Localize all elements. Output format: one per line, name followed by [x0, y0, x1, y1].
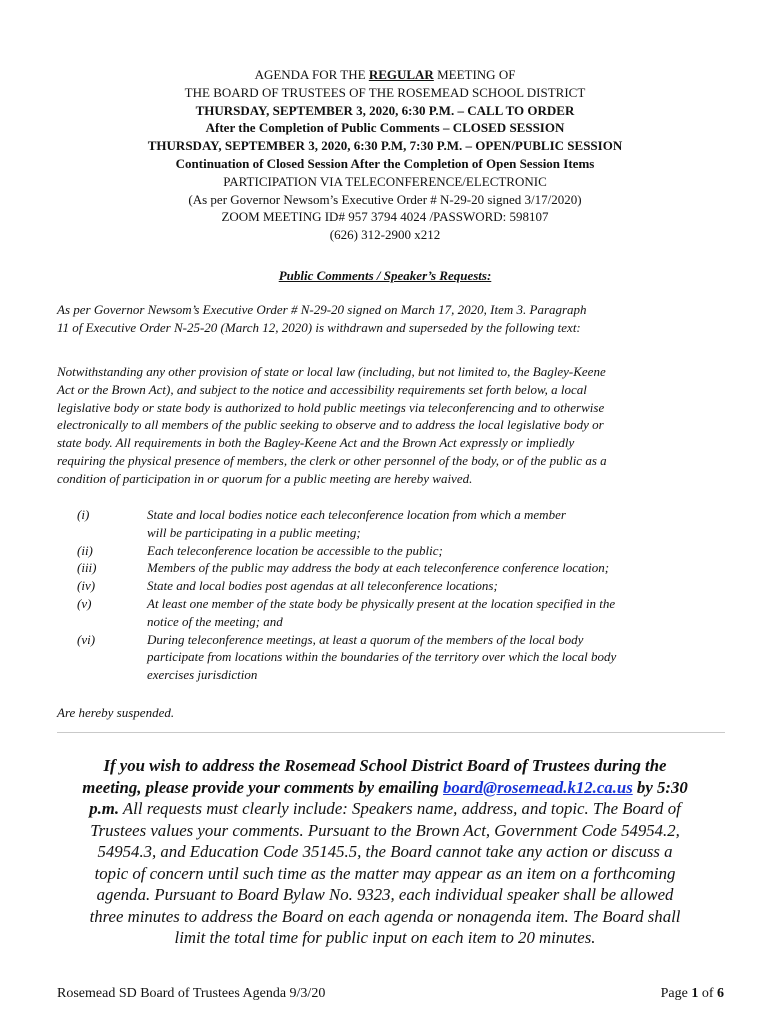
- notice-line-7: agenda. Pursuant to Board Bylaw No. 9323, each individual speaker shall be allowed: [96, 885, 674, 904]
- notice-line-1: If you wish to address the Rosemead School District Board of Trustees during the: [103, 756, 667, 775]
- header-line-10: (626) 312-2900 x212: [329, 227, 441, 243]
- header-line-1: AGENDA FOR THE REGULAR MEETING OF: [254, 67, 516, 82]
- suspended-statement: Are hereby suspended.: [57, 705, 175, 720]
- total-pages: 6: [717, 986, 724, 1001]
- agenda-header: [0, 66, 770, 244]
- list-item-number: (iv): [77, 578, 96, 594]
- list-item-number: (ii): [77, 542, 93, 558]
- header-line-6: Continuation of Closed Session After the Completion of Open Session Items: [175, 155, 595, 171]
- notice-line-4: Trustees values your comments. Pursuant to the Brown Act, Government Code 54954.2,: [90, 820, 680, 840]
- header-line-5: THURSDAY, SEPTEMBER 3, 2020, 6:30 P.M, 7:30 P.M. – OPEN/PUBLIC SESSION: [147, 138, 623, 154]
- list-item-number: (iii): [77, 560, 97, 576]
- header-line-9: ZOOM MEETING ID# 957 3794 4024 /PASSWORD: 598107: [221, 209, 549, 225]
- list-item: (v) At least one member of the state body be physically present at the location specified in the notice of the meeting; and: [77, 595, 616, 629]
- list-item: (iv) State and local bodies post agendas at all teleconference locations;: [77, 578, 498, 594]
- notice-line-5: 54954.3, and Education Code 35145.5, the Board cannot take any action or discuss a: [97, 842, 673, 861]
- notice-line-3: p.m. All requests must clearly include: Speakers name, address, and topic. The Board of: [89, 799, 681, 818]
- list-item-number: (i): [77, 507, 90, 522]
- current-page: 1: [691, 986, 699, 1001]
- header-line-8: (As per Governor Newsom’s Executive Order # N-29-20 signed 3/17/2020): [188, 191, 582, 207]
- notice-line-8: three minutes to address the Board on each agenda or nonagenda item. The Board shall: [89, 906, 681, 926]
- notice-line-6: topic of concern until such time as the matter may appear as an item on a forthcoming: [94, 863, 676, 883]
- list-item: (i) State and local bodies notice each teleconference location from which a member will be participating in a public meeting;: [77, 507, 566, 540]
- header-line-3: THURSDAY, SEPTEMBER 3, 2020, 6:30 P.M. – CALL TO ORDER: [195, 102, 575, 118]
- footer-document-title: Rosemead SD Board of Trustees Agenda 9/3/20: [57, 986, 326, 1001]
- notice-line-2: meeting, please provide your comments by emailing board@rosemead.k12.ca.us by 5:30: [82, 777, 688, 797]
- footer-page-number: Page 1 of 6: [660, 986, 724, 1001]
- suspended-requirements-list: [77, 506, 717, 684]
- header-line-2: THE BOARD OF TRUSTEES OF THE ROSEMEAD SCHOOL DISTRICT: [184, 84, 586, 100]
- list-item: (iii) Members of the public may address the body at each teleconference conference location;: [77, 560, 610, 576]
- notwithstanding-paragraph: Notwithstanding any other provision of state or local law (including, but not limited to, the Bagley-Keene Act or the Brown Act), and subject to the notice and accessibility requirements set forth below, a local legislative body or state body is authorized to hold public meetings via teleconferencing and to otherwise electronically to all members of the public seeking to observe and to address the local legislative body or state body. All requirements in both the Bagley-Keene Act and the Brown Act expressly or impliedly requiring the physical presence of members, the clerk or other personnel of the body, or of the public as a condition of participation in or quorum for a public meeting are hereby waived.: [57, 364, 607, 486]
- public-comments-heading: Public Comments / Speaker’s Requests:: [278, 268, 492, 283]
- board-email-link[interactable]: board@rosemead.k12.ca.us: [443, 777, 633, 797]
- regular-word: REGULAR: [368, 67, 434, 82]
- divider: [57, 732, 725, 733]
- list-item: (ii) Each teleconference location be accessible to the public;: [77, 542, 443, 558]
- public-comment-notice: [40, 755, 730, 949]
- list-item: (vi) During teleconference meetings, at least a quorum of the members of the local body participate from locations within the boundaries of the territory over which the local body exercises jurisdiction: [77, 631, 617, 683]
- list-item-number: (vi): [77, 631, 96, 647]
- executive-order-paragraph: As per Governor Newsom’s Executive Order # N-29-20 signed on March 17, 2020, Item 3. Paragraph 11 of Executive Order N-25-20 (March 12, 2020) is withdrawn and superseded by the following text:: [57, 302, 587, 335]
- header-line-7: PARTICIPATION VIA TELECONFERENCE/ELECTRONIC: [223, 173, 547, 189]
- list-item-number: (v): [77, 595, 92, 611]
- notice-line-9: limit the total time for public input on each item to 20 minutes.: [174, 928, 596, 947]
- header-line-4: After the Completion of Public Comments – CLOSED SESSION: [205, 120, 565, 136]
